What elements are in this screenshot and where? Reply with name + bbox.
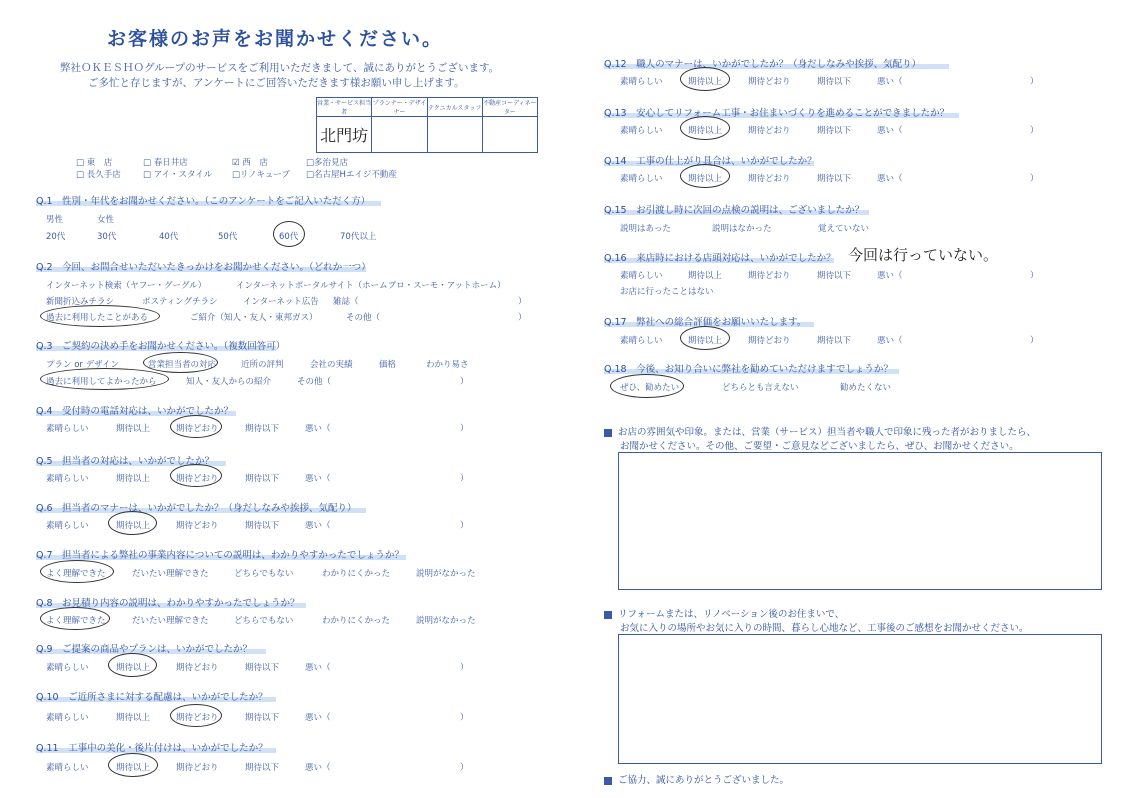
q13-option[interactable]: 期待以上: [688, 126, 723, 136]
q16-option[interactable]: 期待以下: [817, 271, 852, 281]
staff-header-technical: テクニカルスタッフ: [427, 98, 482, 117]
staff-table: [316, 97, 538, 153]
q4-label: Q.4 受付時の電話対応は、いかがでしたか？: [36, 406, 234, 417]
q1-option[interactable]: 70代以上: [340, 232, 377, 242]
answer-circle: [108, 511, 157, 535]
q2-option[interactable]: 過去に利用したことがある: [46, 313, 149, 323]
q14-option[interactable]: 素晴らしい: [620, 174, 663, 184]
q3-option[interactable]: 会社の実績: [310, 360, 353, 370]
q10-option[interactable]: 期待どおり: [176, 713, 219, 723]
paren-close: ）: [518, 297, 527, 307]
q5-option[interactable]: 期待以上: [116, 474, 151, 484]
answer-circle: [40, 560, 114, 583]
q18-label: Q.18 今後、お知り合いに弊社を勧めていただけますでしょうか？: [604, 364, 893, 375]
q4-option[interactable]: 期待以下: [245, 424, 280, 434]
q16-option[interactable]: 期待以上: [688, 271, 723, 281]
store-checkbox-nagakute[interactable]: □ 長久手店: [76, 170, 121, 180]
q3-option[interactable]: 近所の評判: [241, 360, 284, 370]
staff-cell-planner[interactable]: [372, 117, 427, 153]
answer-circle: [273, 221, 305, 247]
answer-circle: [680, 67, 730, 91]
q17-option[interactable]: 期待以上: [688, 336, 723, 346]
q16-option[interactable]: 期待どおり: [748, 271, 791, 281]
q5-option[interactable]: 期待どおり: [176, 474, 219, 484]
q3-option[interactable]: その他（: [297, 377, 332, 387]
q8-label: Q.8 お見積り内容の説明は、わかりやすかったでしょうか？: [36, 598, 300, 609]
comment2-prompt-line1: リフォームまたは、リノベーション後のお住まいで、: [604, 606, 844, 620]
q1-label: Q.1 性別・年代をお聞かせください。（このアンケートをご記入いただく方）: [36, 196, 371, 207]
paren-close: ）: [460, 377, 469, 387]
paren-close: ）: [460, 713, 469, 723]
q10-label: Q.10 ご近所さまに対する配慮は、いかがでしたか？: [36, 692, 268, 703]
q7-option[interactable]: だいたい理解できた: [132, 569, 209, 579]
q18-option[interactable]: どちらとも言えない: [722, 383, 799, 393]
q2-option[interactable]: インターネット検索（ヤフー・グーグル）: [46, 281, 207, 291]
q1-option[interactable]: 女性: [97, 215, 115, 225]
q8-option[interactable]: 説明がなかった: [416, 616, 476, 626]
comment2-textbox[interactable]: [618, 634, 1102, 764]
q17-option[interactable]: 期待以下: [817, 336, 852, 346]
q12-option[interactable]: 悪い（: [877, 77, 903, 87]
store-checkbox-kasugai[interactable]: □ 春日井店: [143, 158, 188, 168]
q8-option[interactable]: どちらでもない: [234, 616, 294, 626]
staff-header-realestate: 不動産コーディネーター: [482, 98, 537, 117]
q4-option[interactable]: 期待どおり: [176, 424, 219, 434]
q16-label: Q.16 来店時における店頭対応は、いかがでしたか？: [604, 253, 836, 264]
q5-option[interactable]: 期待以下: [245, 474, 280, 484]
q2-option[interactable]: ご紹介（知人・友人・東邦ガス）: [190, 313, 318, 323]
q6-option[interactable]: 期待以上: [116, 521, 151, 531]
q4-option[interactable]: 期待以上: [116, 424, 151, 434]
q2-option[interactable]: ポスティングチラシ: [142, 297, 218, 307]
comment2-prompt-line2: お気に入りの場所やお気に入りの時間、暮らし心地など、工事後のご感想をお聞かせください。: [620, 623, 1029, 634]
store-checkbox-nishi[interactable]: ☑ 西 店: [232, 158, 268, 168]
comment1-prompt-line2: お聞かせください。その他、ご要望・ご意見などございましたら、ぜひ、お聞かせください。: [620, 441, 1019, 452]
staff-header-planner: プランナー・デザイナー: [372, 98, 427, 117]
answer-circle: [170, 464, 222, 487]
answer-circle: [170, 704, 222, 727]
q1-option[interactable]: 50代: [218, 232, 238, 242]
q12-option[interactable]: 期待以上: [688, 77, 723, 87]
q5-option[interactable]: 悪い（: [305, 474, 331, 484]
paren-close: ）: [1030, 126, 1039, 136]
q17-option[interactable]: 素晴らしい: [620, 336, 663, 346]
answer-circle: [610, 374, 684, 398]
answer-circle: [40, 607, 110, 630]
q3-option[interactable]: 過去に利用してよかったから: [46, 377, 157, 387]
store-checkbox-tajimi[interactable]: □多治見店: [306, 158, 349, 168]
answer-circle: [40, 305, 160, 327]
q7-label: Q.7 担当者による弊社の事業内容についての説明は、わかりやすかったでしょうか？: [36, 550, 404, 561]
answer-circle: [108, 753, 158, 777]
q11-option[interactable]: 素晴らしい: [46, 763, 89, 773]
q4-option[interactable]: 悪い（: [305, 424, 331, 434]
store-checkbox-nagoya[interactable]: □名古屋Hエイジ不動産: [306, 170, 397, 180]
comment1-textbox[interactable]: [618, 452, 1102, 590]
q3-option[interactable]: 営業担当者の対応: [148, 360, 217, 370]
q6-option[interactable]: 期待どおり: [176, 521, 219, 531]
q16-option[interactable]: お店に行ったことはない: [620, 287, 714, 297]
q14-label: Q.14 工事の仕上がり具合は、いかがでしたか？: [604, 156, 817, 167]
q7-option[interactable]: よく理解できた: [46, 569, 106, 579]
q1-option[interactable]: 20代: [46, 232, 66, 242]
q18-option[interactable]: 勧めたくない: [840, 383, 892, 393]
q11-label: Q.11 工事中の美化・後片付けは、いかがでしたか？: [36, 743, 268, 754]
staff-cell-sales[interactable]: [317, 117, 372, 153]
paren-close: ）: [1030, 271, 1039, 281]
q2-option[interactable]: 雑誌（: [333, 297, 359, 307]
q13-option[interactable]: 素晴らしい: [620, 126, 663, 136]
q10-option[interactable]: 悪い（: [305, 713, 331, 723]
staff-cell-realestate[interactable]: [482, 117, 537, 153]
q10-option[interactable]: 素晴らしい: [46, 713, 89, 723]
intro-line-2: ご多忙と存じますが、アンケートにご回答いただきます様お願い申し上げます。: [88, 77, 465, 89]
q15-option[interactable]: 説明はあった: [620, 224, 671, 234]
q8-option[interactable]: わかりにくかった: [322, 616, 391, 626]
q14-option[interactable]: 期待以下: [817, 174, 852, 184]
q17-option[interactable]: 悪い（: [877, 336, 903, 346]
q15-option[interactable]: 説明はなかった: [712, 224, 772, 234]
paren-close: ）: [460, 663, 469, 673]
q1-option[interactable]: 30代: [97, 232, 117, 242]
store-checkbox-renocube[interactable]: □リノキューブ: [232, 170, 290, 180]
q15-label: Q.15 お引渡し時に次回の点検の説明は、ございましたか？: [604, 205, 865, 216]
q2-option[interactable]: 新聞折込みチラシ: [46, 297, 115, 307]
q13-option[interactable]: 期待以下: [817, 126, 852, 136]
q7-option[interactable]: どちらでもない: [234, 569, 294, 579]
q7-option[interactable]: わかりにくかった: [322, 569, 391, 579]
answer-circle: [680, 164, 730, 188]
q14-option[interactable]: 期待どおり: [748, 174, 791, 184]
q11-option[interactable]: 悪い（: [305, 763, 331, 773]
q17-label: Q.17 弊社への総合評価をお願いいたします。: [604, 317, 807, 328]
q9-option[interactable]: 悪い（: [305, 663, 331, 673]
answer-circle: [680, 116, 730, 140]
paren-close: ）: [1030, 174, 1039, 184]
staff-header-sales: 営業・サービス担当者: [317, 98, 372, 117]
q12-option[interactable]: 素晴らしい: [620, 77, 663, 87]
q2-option[interactable]: インターネットポータルサイト（ホームプロ・スーモ・アットホーム）: [236, 281, 506, 291]
q3-option[interactable]: 知人・友人からの紹介: [186, 377, 272, 387]
paren-close: ）: [1030, 77, 1039, 87]
q3-option[interactable]: プラン or デザイン: [46, 360, 120, 370]
q3-label: Q.3 ご契約の決め手をお聞かせください。（複数回答可）: [36, 341, 286, 352]
q14-option[interactable]: 悪い（: [877, 174, 903, 184]
store-checkbox-higashi[interactable]: □ 東 店: [76, 158, 113, 168]
q2-option[interactable]: その他（: [346, 313, 381, 323]
q13-option[interactable]: 期待どおり: [748, 126, 791, 136]
page-title: お客様のお声をお聞かせください。: [107, 28, 444, 50]
answer-circle: [108, 653, 157, 677]
comment1-prompt-line1: お店の雰囲気や印象。または、営業（サービス）担当者や職人で印象に残った者がおりましたら、: [604, 424, 1036, 438]
answer-circle: [170, 415, 222, 438]
paren-close: ）: [460, 763, 469, 773]
q13-option[interactable]: 悪い（: [877, 126, 903, 136]
q18-option[interactable]: ぜひ、勧めたい: [620, 383, 680, 393]
q3-option[interactable]: わかり易さ: [426, 360, 469, 370]
q6-option[interactable]: 悪い（: [305, 521, 331, 531]
q1-option[interactable]: 男性: [46, 215, 64, 225]
q9-option[interactable]: 期待どおり: [176, 663, 219, 673]
q6-option[interactable]: 素晴らしい: [46, 521, 89, 531]
store-checkbox-istyle[interactable]: □ アイ・スタイル: [143, 170, 213, 180]
staff-cell-technical[interactable]: [427, 117, 482, 153]
answer-circle: [40, 368, 169, 390]
q5-label: Q.5 担当者の対応は、いかがでしたか？: [36, 456, 215, 467]
q11-option[interactable]: 期待以上: [116, 763, 151, 773]
q4-option[interactable]: 素晴らしい: [46, 424, 89, 434]
q6-label: Q.6 担当者のマナーは、いかがでしたか？（身だしなみや挨拶、気配り）: [36, 503, 357, 514]
q9-option[interactable]: 期待以下: [245, 663, 280, 673]
q2-label: Q.2 今回、お問合せいただいたきっかけをお聞かせください。（どれか一つ）: [36, 262, 371, 273]
q1-option[interactable]: 40代: [159, 232, 179, 242]
q12-option[interactable]: 期待どおり: [748, 77, 791, 87]
q8-option[interactable]: だいたい理解できた: [132, 616, 209, 626]
q10-option[interactable]: 期待以下: [245, 713, 280, 723]
closing-text: ご協力、誠にありがとうございました。: [604, 772, 789, 786]
q7-option[interactable]: 説明がなかった: [416, 569, 476, 579]
q16-option[interactable]: 悪い（: [877, 271, 903, 281]
paren-close: ）: [518, 313, 527, 323]
handwritten-note: 今回は行っていない。: [848, 246, 999, 264]
q2-option[interactable]: インターネット広告: [243, 297, 319, 307]
q13-label: Q.13 安心してリフォーム工事・お住まいづくりを進めることができましたか？: [604, 108, 950, 119]
q6-option[interactable]: 期待以下: [245, 521, 280, 531]
q1-option[interactable]: 60代: [279, 232, 299, 242]
q10-option[interactable]: 期待以上: [116, 713, 151, 723]
q15-option[interactable]: 覚えていない: [818, 224, 870, 234]
answer-circle: [680, 326, 730, 350]
q16-option[interactable]: 素晴らしい: [620, 271, 663, 281]
q11-option[interactable]: 期待以下: [245, 763, 280, 773]
q9-option[interactable]: 期待以上: [116, 663, 151, 673]
q17-option[interactable]: 期待どおり: [748, 336, 791, 346]
q8-option[interactable]: よく理解できた: [46, 616, 106, 626]
q3-option[interactable]: 価格: [379, 360, 397, 370]
intro-line-1: 弊社ＯＫＥＳＨＯグループのサービスをご利用いただきまして、誠にありがとうございます。: [60, 62, 500, 74]
q12-label: Q.12 職人のマナーは、いかがでしたか？（身だしなみや挨拶、気配り）: [604, 59, 922, 70]
paren-close: ）: [460, 424, 469, 434]
q12-option[interactable]: 期待以下: [817, 77, 852, 87]
paren-close: ）: [460, 474, 469, 484]
paren-close: ）: [1030, 336, 1039, 346]
handwritten-staff-name: 北門坊: [320, 126, 369, 145]
paren-close: ）: [460, 521, 469, 531]
q5-option[interactable]: 素晴らしい: [46, 474, 89, 484]
q9-label: Q.9 ご提案の商品やプランは、いかがでしたか？: [36, 644, 253, 655]
q14-option[interactable]: 期待以上: [688, 174, 723, 184]
q11-option[interactable]: 期待どおり: [176, 763, 219, 773]
q9-option[interactable]: 素晴らしい: [46, 663, 89, 673]
answer-circle: [143, 352, 218, 373]
